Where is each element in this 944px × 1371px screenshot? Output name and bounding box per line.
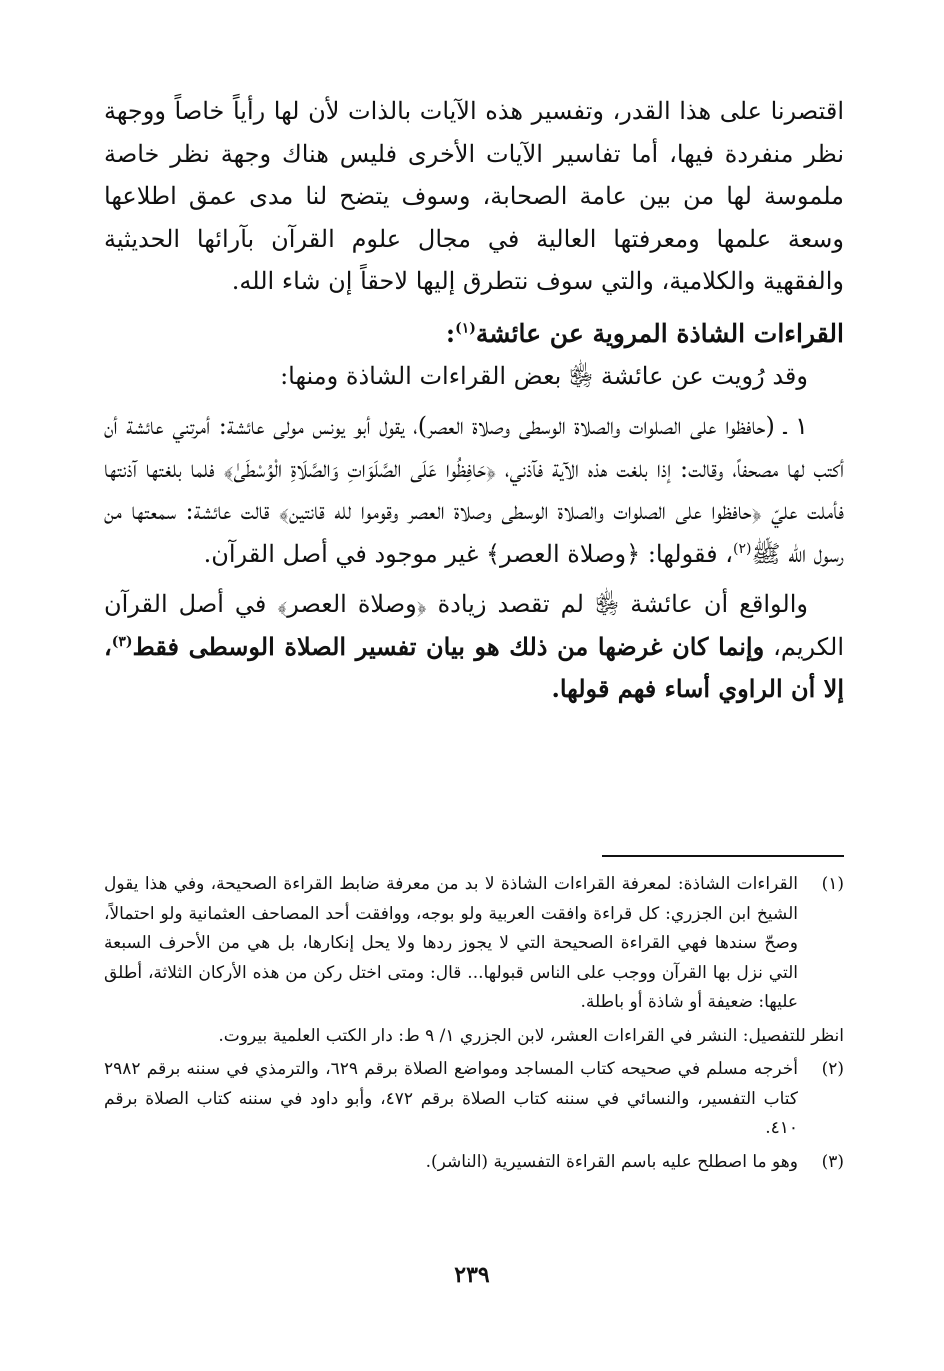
footnote-3-text: وهو ما اصطلح عليه باسم القراءة التفسيرية (الناشر). [425, 1151, 798, 1172]
footnote-2-number: (٢) [821, 1059, 844, 1079]
section-heading [104, 313, 844, 355]
intro-paragraph: وقد رُويت عن عائشة ﵂ بعض القراءات الشاذة ومنها: [280, 361, 808, 390]
footnote-2-text: أخرجه مسلم في صحيحه كتاب المساجد ومواضع الصلاة برقم ٦٢٩، والترمذي في سننه برقم ٢٩٨٢ كتاب التفسير، والنسائي في سننه كتاب الصلاة برقم ٤٧٢، وأبو داود في سننه كتاب الصلاة برقم ٤١٠. [104, 1059, 798, 1138]
main-text [104, 90, 844, 711]
reading-item-1 [104, 405, 844, 575]
footnote-3 [104, 1148, 844, 1178]
conclusion-paragraph [104, 583, 844, 711]
conclusion-bold-b: وإنما كان غرضها من ذلك هو بيان تفسير الصلاة الوسطى فقط [132, 631, 765, 661]
footnote-3-number: (٣) [821, 1151, 844, 1172]
footnote-separator [602, 855, 844, 857]
item1-text-c: ، فقولها: ﴿وصلاة العصر﴾ غير موجود في أصل القرآن. [203, 539, 733, 568]
heading-text: القراءات الشاذة المروية عن عائشة [475, 318, 844, 348]
paragraph-1: اقتصرنا على هذا القدر، وتفسير هذه الآيات بالذات لأن لها رأياً خاصاً ووجهة نظر منفردة فيها، أما تفاسير الآيات الأخرى فليس هناك وجهة نظر خاصة ملموسة لها من بين عامة الصحابة، وسوف يتضح لنا مدى عمق اطلاعها وسعة علمها ومعرفتها العالية في مجال علوم القرآن بآرائها الحديثية والفقهية والكلامية، والتي سوف نتطرق إليها لاحقاً إن شاء الله. [104, 97, 844, 295]
footnote-2 [104, 1055, 844, 1144]
footnote-1 [104, 870, 844, 1018]
footnote-1-text: القراءات الشاذة: لمعرفة القراءات الشاذة لا بد من معرفة ضابط القراءة الصحيحة، وفي هذا يقول الشيخ ابن الجزري: كل قراءة وافقت العربية ولو بوجه، ووافقت أحد المصاحف العثمانية ولو احتمالاً، وصحّ سندها فهي القراءة الصحيحة التي لا يجوز ردها ولا يحل إنكارها، بل هي من الأحرف السبعة التي نزل بها القرآن ووجب على الناس قبولها... قال: ومتى اختل ركن من هذه الأركان الثلاثة، أطلق عليها: ضعيفة أو شاذة أو باطلة. [104, 874, 798, 1012]
footnote-1-number: (١) [821, 874, 844, 894]
heading-colon: : [445, 318, 456, 348]
page-number: ٢٣٩ [454, 1262, 490, 1288]
conclusion-text-a: والواقع أن عائشة ﵂ لم تقصد زيادة ﴿وصلاة العصر﴾ في أصل القرآن الكريم، [104, 590, 844, 661]
heading-footnote-ref: (١) [455, 320, 476, 337]
conclusion-bold-c: ، إلا أن الراوي أساء فهم قولها. [104, 631, 844, 703]
item1-text-b: فلما بلغتها آذنتها فأملت عليّ ﴿حافظوا على الصلوات والصلاة الوسطى وصلاة العصر وقوموا لله قانتين﴾ قالت عائشة: سمعتها من رسول الله ﷺ [104, 454, 844, 568]
conclusion-footnote-ref: (٣) [111, 633, 133, 650]
quran-verse: ﴿حَافِظُوا عَلَى الصَّلَوَاتِ وَالصَّلَاةِ الْوُسْطَىٰ﴾ [223, 454, 496, 483]
footnote-1-reference: انظر للتفصيل: النشر في القراءات العشر، لابن الجزري ١/ ٩ ط: دار الكتب العلمية بيروت. [218, 1025, 844, 1046]
item1-footnote-ref: (٢) [732, 540, 752, 557]
item1-text-a: ١ ـ (حافظوا على الصلوات والصلاة الوسطى وصلاة العصر)، يقول أبو يونس مولى عائشة: أمرتني عائشة أن أكتب لها مصحفاً، وقالت: إذا بلغت هذه الآية فآذني، [104, 412, 844, 483]
footnotes [104, 870, 844, 1181]
